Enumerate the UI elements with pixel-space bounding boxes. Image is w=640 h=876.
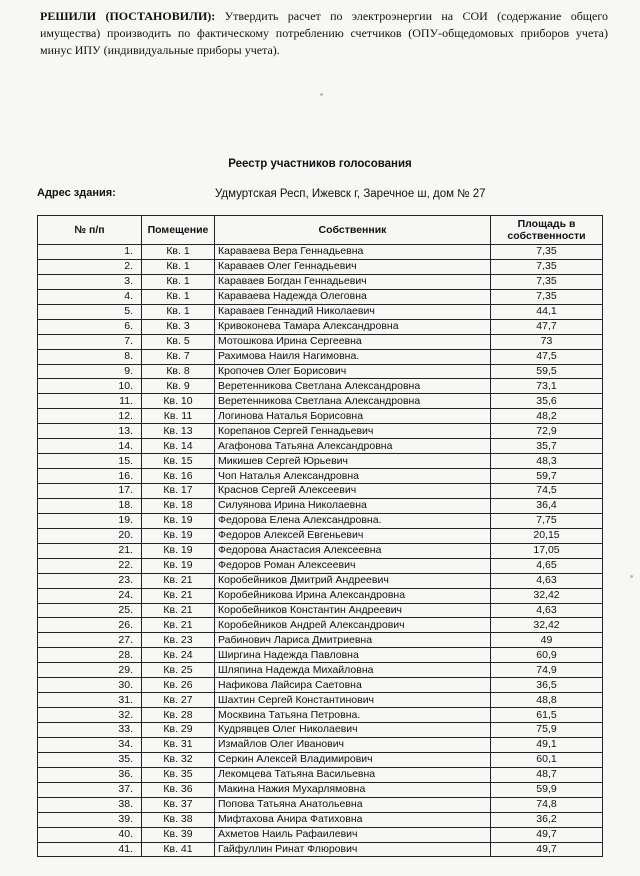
row-area: 48,3 <box>491 454 603 469</box>
row-premises: Кв. 25 <box>142 663 215 678</box>
row-area: 7,35 <box>491 274 603 289</box>
row-owner: Ширгина Надежда Павловна <box>215 648 491 663</box>
row-area: 74,8 <box>491 797 603 812</box>
table-row <box>38 334 603 349</box>
row-premises: Кв. 3 <box>142 319 215 334</box>
row-owner: Федорова Анастасия Алексеевна <box>215 543 491 558</box>
table-row <box>38 349 603 364</box>
row-premises: Кв. 23 <box>142 633 215 648</box>
row-area: 49,7 <box>491 842 603 857</box>
row-area: 74,9 <box>491 663 603 678</box>
row-owner: Кудрявцев Олег Николаевич <box>215 723 491 738</box>
row-number: 1. <box>38 245 142 260</box>
table-row <box>38 618 603 633</box>
table-row <box>38 708 603 723</box>
row-premises: Кв. 9 <box>142 379 215 394</box>
row-area: 7,75 <box>491 513 603 528</box>
table-row <box>38 737 603 752</box>
row-owner: Мотошкова Ирина Сергеевна <box>215 334 491 349</box>
row-number: 37. <box>38 782 142 797</box>
row-premises: Кв. 28 <box>142 708 215 723</box>
header-area: Площадь в собственности <box>491 216 603 245</box>
row-owner: Веретенникова Светлана Александровна <box>215 394 491 409</box>
row-owner: Коробейников Андрей Александрович <box>215 618 491 633</box>
row-area: 47,7 <box>491 319 603 334</box>
row-area: 7,35 <box>491 245 603 260</box>
table-row <box>38 782 603 797</box>
row-premises: Кв. 36 <box>142 782 215 797</box>
voters-table <box>37 215 603 857</box>
row-number: 8. <box>38 349 142 364</box>
row-area: 73 <box>491 334 603 349</box>
row-owner: Ахметов Наиль Рафаилевич <box>215 827 491 842</box>
row-premises: Кв. 21 <box>142 588 215 603</box>
row-owner: Гайфуллин Ринат Флюрович <box>215 842 491 857</box>
row-number: 4. <box>38 289 142 304</box>
header-number: № п/п <box>38 216 142 245</box>
row-owner: Веретенникова Светлана Александровна <box>215 379 491 394</box>
row-number: 31. <box>38 693 142 708</box>
row-owner: Силуянова Ирина Николаевна <box>215 498 491 513</box>
row-number: 39. <box>38 812 142 827</box>
row-premises: Кв. 35 <box>142 767 215 782</box>
table-row <box>38 274 603 289</box>
table-row <box>38 528 603 543</box>
row-number: 32. <box>38 708 142 723</box>
row-number: 22. <box>38 558 142 573</box>
table-row <box>38 289 603 304</box>
table-row <box>38 633 603 648</box>
row-owner: Мифтахова Анира Фатиховна <box>215 812 491 827</box>
table-row <box>38 259 603 274</box>
row-owner: Коробейников Константин Андреевич <box>215 603 491 618</box>
row-premises: Кв. 1 <box>142 245 215 260</box>
row-premises: Кв. 27 <box>142 693 215 708</box>
row-number: 9. <box>38 364 142 379</box>
row-number: 14. <box>38 439 142 454</box>
row-number: 23. <box>38 573 142 588</box>
row-owner: Федоров Алексей Евгеньевич <box>215 528 491 543</box>
row-area: 7,35 <box>491 259 603 274</box>
row-owner: Караваев Богдан Геннадьевич <box>215 274 491 289</box>
row-number: 33. <box>38 723 142 738</box>
row-number: 10. <box>38 379 142 394</box>
table-row <box>38 469 603 484</box>
row-area: 59,5 <box>491 364 603 379</box>
table-row <box>38 558 603 573</box>
table-row <box>38 394 603 409</box>
row-owner: Микишев Сергей Юрьевич <box>215 454 491 469</box>
row-number: 7. <box>38 334 142 349</box>
row-owner: Караваева Надежда Олеговна <box>215 289 491 304</box>
row-area: 75,9 <box>491 723 603 738</box>
decision-label: РЕШИЛИ (ПОСТАНОВИЛИ): <box>40 9 216 23</box>
row-number: 20. <box>38 528 142 543</box>
row-owner: Макина Нажия Мухарлямовна <box>215 782 491 797</box>
row-number: 11. <box>38 394 142 409</box>
row-owner: Караваева Вера Геннадьевна <box>215 245 491 260</box>
row-owner: Корепанов Сергей Геннадьевич <box>215 424 491 439</box>
row-number: 25. <box>38 603 142 618</box>
table-row <box>38 663 603 678</box>
row-area: 36,4 <box>491 498 603 513</box>
row-premises: Кв. 17 <box>142 484 215 499</box>
row-number: 40. <box>38 827 142 842</box>
row-owner: Кривоконева Тамара Александровна <box>215 319 491 334</box>
row-area: 7,35 <box>491 289 603 304</box>
row-owner: Федоров Роман Алексеевич <box>215 558 491 573</box>
table-row <box>38 812 603 827</box>
row-owner: Федорова Елена Александровна. <box>215 513 491 528</box>
row-owner: Логинова Наталья Борисовна <box>215 409 491 424</box>
row-premises: Кв. 29 <box>142 723 215 738</box>
row-area: 17,05 <box>491 543 603 558</box>
row-number: 18. <box>38 498 142 513</box>
row-number: 26. <box>38 618 142 633</box>
table-row <box>38 693 603 708</box>
row-premises: Кв. 1 <box>142 289 215 304</box>
row-owner: Коробейникова Ирина Александровна <box>215 588 491 603</box>
row-premises: Кв. 19 <box>142 528 215 543</box>
row-area: 36,2 <box>491 812 603 827</box>
row-area: 4,63 <box>491 603 603 618</box>
row-premises: Кв. 13 <box>142 424 215 439</box>
row-area: 20,15 <box>491 528 603 543</box>
row-premises: Кв. 21 <box>142 603 215 618</box>
row-premises: Кв. 15 <box>142 454 215 469</box>
row-owner: Караваев Олег Геннадьевич <box>215 259 491 274</box>
table-row <box>38 827 603 842</box>
row-number: 13. <box>38 424 142 439</box>
row-owner: Чоп Наталья Александровна <box>215 469 491 484</box>
row-number: 15. <box>38 454 142 469</box>
table-row <box>38 603 603 618</box>
row-owner: Лекомцева Татьяна Васильевна <box>215 767 491 782</box>
row-number: 28. <box>38 648 142 663</box>
row-area: 47,5 <box>491 349 603 364</box>
row-owner: Кропочев Олег Борисович <box>215 364 491 379</box>
row-number: 12. <box>38 409 142 424</box>
table-row <box>38 439 603 454</box>
row-area: 35,6 <box>491 394 603 409</box>
row-area: 49,7 <box>491 827 603 842</box>
row-area: 59,9 <box>491 782 603 797</box>
row-number: 2. <box>38 259 142 274</box>
address-label: Адрес здания: <box>37 187 116 199</box>
row-number: 17. <box>38 484 142 499</box>
row-premises: Кв. 31 <box>142 737 215 752</box>
table-row <box>38 245 603 260</box>
row-owner: Коробейников Дмитрий Андреевич <box>215 573 491 588</box>
row-area: 72,9 <box>491 424 603 439</box>
row-number: 38. <box>38 797 142 812</box>
row-premises: Кв. 1 <box>142 274 215 289</box>
table-row <box>38 484 603 499</box>
table-row <box>38 379 603 394</box>
row-area: 4,63 <box>491 573 603 588</box>
row-area: 49,1 <box>491 737 603 752</box>
table-row <box>38 752 603 767</box>
row-premises: Кв. 19 <box>142 543 215 558</box>
row-number: 5. <box>38 304 142 319</box>
header-premises: Помещение <box>142 216 215 245</box>
row-area: 60,1 <box>491 752 603 767</box>
row-area: 48,7 <box>491 767 603 782</box>
header-owner: Собственник <box>215 216 491 245</box>
row-premises: Кв. 26 <box>142 678 215 693</box>
row-premises: Кв. 21 <box>142 573 215 588</box>
row-number: 16. <box>38 469 142 484</box>
row-area: 36,5 <box>491 678 603 693</box>
table-row <box>38 454 603 469</box>
row-number: 19. <box>38 513 142 528</box>
row-owner: Шляпина Надежда Михайловна <box>215 663 491 678</box>
table-row <box>38 797 603 812</box>
table-row <box>38 573 603 588</box>
row-number: 21. <box>38 543 142 558</box>
table-row <box>38 304 603 319</box>
row-owner: Шахтин Сергей Константинович <box>215 693 491 708</box>
row-premises: Кв. 10 <box>142 394 215 409</box>
row-premises: Кв. 8 <box>142 364 215 379</box>
row-number: 27. <box>38 633 142 648</box>
row-area: 74,5 <box>491 484 603 499</box>
table-row <box>38 648 603 663</box>
table-row <box>38 498 603 513</box>
registry-title: Реестр участников голосования <box>228 158 412 170</box>
row-number: 30. <box>38 678 142 693</box>
row-premises: Кв. 18 <box>142 498 215 513</box>
table-row <box>38 409 603 424</box>
table-row <box>38 319 603 334</box>
row-premises: Кв. 16 <box>142 469 215 484</box>
row-number: 6. <box>38 319 142 334</box>
row-premises: Кв. 19 <box>142 558 215 573</box>
row-area: 44,1 <box>491 304 603 319</box>
table-row <box>38 723 603 738</box>
row-area: 48,2 <box>491 409 603 424</box>
row-area: 60,9 <box>491 648 603 663</box>
row-area: 73,1 <box>491 379 603 394</box>
row-number: 41. <box>38 842 142 857</box>
row-premises: Кв. 14 <box>142 439 215 454</box>
row-number: 29. <box>38 663 142 678</box>
row-premises: Кв. 19 <box>142 513 215 528</box>
row-owner: Москвина Татьяна Петровна. <box>215 708 491 723</box>
row-area: 32,42 <box>491 588 603 603</box>
table-row <box>38 588 603 603</box>
row-premises: Кв. 37 <box>142 797 215 812</box>
row-owner: Серкин Алексей Владимирович <box>215 752 491 767</box>
row-owner: Краснов Сергей Алексеевич <box>215 484 491 499</box>
row-premises: Кв. 24 <box>142 648 215 663</box>
row-premises: Кв. 1 <box>142 304 215 319</box>
table-body <box>38 245 603 857</box>
row-number: 24. <box>38 588 142 603</box>
row-area: 32,42 <box>491 618 603 633</box>
decision-paragraph <box>40 8 608 59</box>
table-row <box>38 678 603 693</box>
row-owner: Нафикова Лайсира Саетовна <box>215 678 491 693</box>
row-premises: Кв. 41 <box>142 842 215 857</box>
row-area: 35,7 <box>491 439 603 454</box>
row-area: 61,5 <box>491 708 603 723</box>
row-premises: Кв. 7 <box>142 349 215 364</box>
table-row <box>38 767 603 782</box>
row-owner: Измайлов Олег Иванович <box>215 737 491 752</box>
scan-speck <box>320 93 323 96</box>
table-header-row <box>38 216 603 245</box>
row-area: 48,8 <box>491 693 603 708</box>
row-owner: Рахимова Наиля Нагимовна. <box>215 349 491 364</box>
row-number: 35. <box>38 752 142 767</box>
row-number: 34. <box>38 737 142 752</box>
row-area: 59,7 <box>491 469 603 484</box>
table-row <box>38 424 603 439</box>
row-area: 49 <box>491 633 603 648</box>
row-premises: Кв. 38 <box>142 812 215 827</box>
row-owner: Рабинович Лариса Дмитриевна <box>215 633 491 648</box>
row-area: 4,65 <box>491 558 603 573</box>
table-row <box>38 842 603 857</box>
scan-speck <box>630 575 633 578</box>
row-premises: Кв. 32 <box>142 752 215 767</box>
row-premises: Кв. 11 <box>142 409 215 424</box>
table-row <box>38 543 603 558</box>
table-row <box>38 513 603 528</box>
row-number: 3. <box>38 274 142 289</box>
row-premises: Кв. 1 <box>142 259 215 274</box>
row-owner: Агафонова Татьяна Александровна <box>215 439 491 454</box>
decision-text: Утвердить расчет по электроэнергии на СОИ (содержание общего имущества) производить по фактическому потреблению счетчиков (ОПУ-общедомовых приборов учета) минус ИПУ (индивидуальные приборы учета). <box>40 9 608 57</box>
table-row <box>38 364 603 379</box>
row-premises: Кв. 39 <box>142 827 215 842</box>
row-owner: Попова Татьяна Анатольевна <box>215 797 491 812</box>
row-number: 36. <box>38 767 142 782</box>
row-premises: Кв. 21 <box>142 618 215 633</box>
row-owner: Караваев Геннадий Николаевич <box>215 304 491 319</box>
address-value: Удмуртская Респ, Ижевск г, Заречное ш, дом № 27 <box>215 188 486 200</box>
row-premises: Кв. 5 <box>142 334 215 349</box>
